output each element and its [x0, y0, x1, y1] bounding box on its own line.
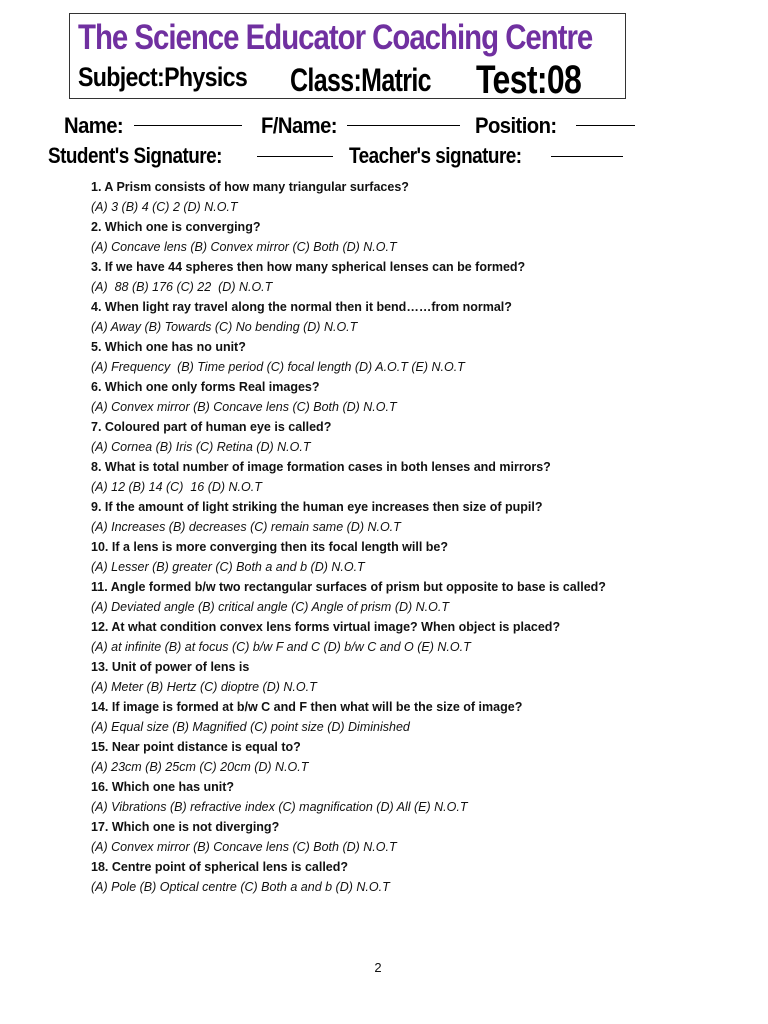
question-item	[91, 297, 731, 337]
question-item	[91, 817, 731, 857]
school-name: The Science Educator Coaching Centre	[78, 18, 593, 57]
question-item	[91, 777, 731, 817]
question-list	[91, 177, 731, 897]
question-text: 17. Which one is not diverging?	[91, 820, 280, 834]
question-text: 10. If a lens is more converging then its focal length will be?	[91, 540, 449, 554]
question-options: (A) Convex mirror (B) Concave lens (C) Both (D) N.O.T	[91, 840, 397, 854]
page-number: 2	[374, 960, 382, 975]
question-options: (A) Cornea (B) Iris (C) Retina (D) N.O.T	[91, 440, 311, 454]
class-label: Class:Matric	[290, 62, 431, 98]
question-text: 11. Angle formed b/w two rectangular surfaces of prism but opposite to base is called?	[91, 580, 606, 594]
student-signature-label: Student's Signature:	[48, 143, 222, 168]
question-options: (A) Deviated angle (B) critical angle (C) Angle of prism (D) N.O.T	[91, 600, 449, 614]
question-text: 7. Coloured part of human eye is called?	[91, 420, 332, 434]
question-options: (A) Pole (B) Optical centre (C) Both a and b (D) N.O.T	[91, 880, 390, 894]
question-options: (A) 88 (B) 176 (C) 22 (D) N.O.T	[91, 280, 273, 294]
father-name-label: F/Name:	[261, 113, 338, 138]
question-text: 13. Unit of power of lens is	[91, 660, 250, 674]
question-text: 14. If image is formed at b/w C and F then what will be the size of image?	[91, 700, 523, 714]
question-options: (A) 23cm (B) 25cm (C) 20cm (D) N.O.T	[91, 760, 309, 774]
question-text: 3. If we have 44 spheres then how many spherical lenses can be formed?	[91, 260, 526, 274]
question-text: 15. Near point distance is equal to?	[91, 740, 301, 754]
question-options: (A) 12 (B) 14 (C) 16 (D) N.O.T	[91, 480, 262, 494]
question-item	[91, 537, 731, 577]
question-item	[91, 737, 731, 777]
test-label: Test:08	[476, 58, 582, 102]
question-item	[91, 337, 731, 377]
name-line[interactable]	[134, 125, 242, 126]
question-options: (A) Meter (B) Hertz (C) dioptre (D) N.O.T	[91, 680, 317, 694]
question-options: (A) Vibrations (B) refractive index (C) magnification (D) All (E) N.O.T	[91, 800, 468, 814]
question-item	[91, 457, 731, 497]
question-options: (A) Concave lens (B) Convex mirror (C) Both (D) N.O.T	[91, 240, 397, 254]
question-item	[91, 657, 731, 697]
question-options: (A) Increases (B) decreases (C) remain same (D) N.O.T	[91, 520, 401, 534]
question-options: (A) Away (B) Towards (C) No bending (D) N.O.T	[91, 320, 358, 334]
question-options: (A) Frequency (B) Time period (C) focal length (D) A.O.T (E) N.O.T	[91, 360, 465, 374]
question-item	[91, 417, 731, 457]
question-text: 4. When light ray travel along the normal then it bend……from normal?	[91, 300, 512, 314]
header-box	[69, 13, 626, 102]
question-options: (A) 3 (B) 4 (C) 2 (D) N.O.T	[91, 200, 238, 214]
question-text: 12. At what condition convex lens forms virtual image? When object is placed?	[91, 620, 561, 634]
teacher-signature-label: Teacher's signature:	[349, 143, 522, 168]
question-text: 16. Which one has unit?	[91, 780, 235, 794]
question-item	[91, 857, 731, 897]
question-item	[91, 177, 731, 217]
question-options: (A) Equal size (B) Magnified (C) point size (D) Diminished	[91, 720, 410, 734]
student-signature-line[interactable]	[257, 156, 333, 157]
question-text: 6. Which one only forms Real images?	[91, 380, 320, 394]
question-options: (A) at infinite (B) at focus (C) b/w F and C (D) b/w C and O (E) N.O.T	[91, 640, 471, 654]
question-item	[91, 577, 731, 617]
question-text: 9. If the amount of light striking the human eye increases then size of pupil?	[91, 500, 543, 514]
subject-label: Subject:Physics	[78, 62, 248, 92]
question-text: 2. Which one is converging?	[91, 220, 261, 234]
position-label: Position:	[475, 113, 557, 138]
question-options: (A) Lesser (B) greater (C) Both a and b (D) N.O.T	[91, 560, 365, 574]
question-text: 1. A Prism consists of how many triangular surfaces?	[91, 180, 409, 194]
question-item	[91, 697, 731, 737]
father-name-line[interactable]	[347, 125, 460, 126]
question-text: 8. What is total number of image formation cases in both lenses and mirrors?	[91, 460, 551, 474]
name-label: Name:	[64, 113, 124, 138]
question-options: (A) Convex mirror (B) Concave lens (C) Both (D) N.O.T	[91, 400, 397, 414]
question-item	[91, 617, 731, 657]
question-text: 5. Which one has no unit?	[91, 340, 246, 354]
question-item	[91, 497, 731, 537]
question-item	[91, 217, 731, 257]
teacher-signature-line[interactable]	[551, 156, 623, 157]
question-text: 18. Centre point of spherical lens is called?	[91, 860, 349, 874]
position-line[interactable]	[576, 125, 635, 126]
question-item	[91, 257, 731, 297]
question-item	[91, 377, 731, 417]
